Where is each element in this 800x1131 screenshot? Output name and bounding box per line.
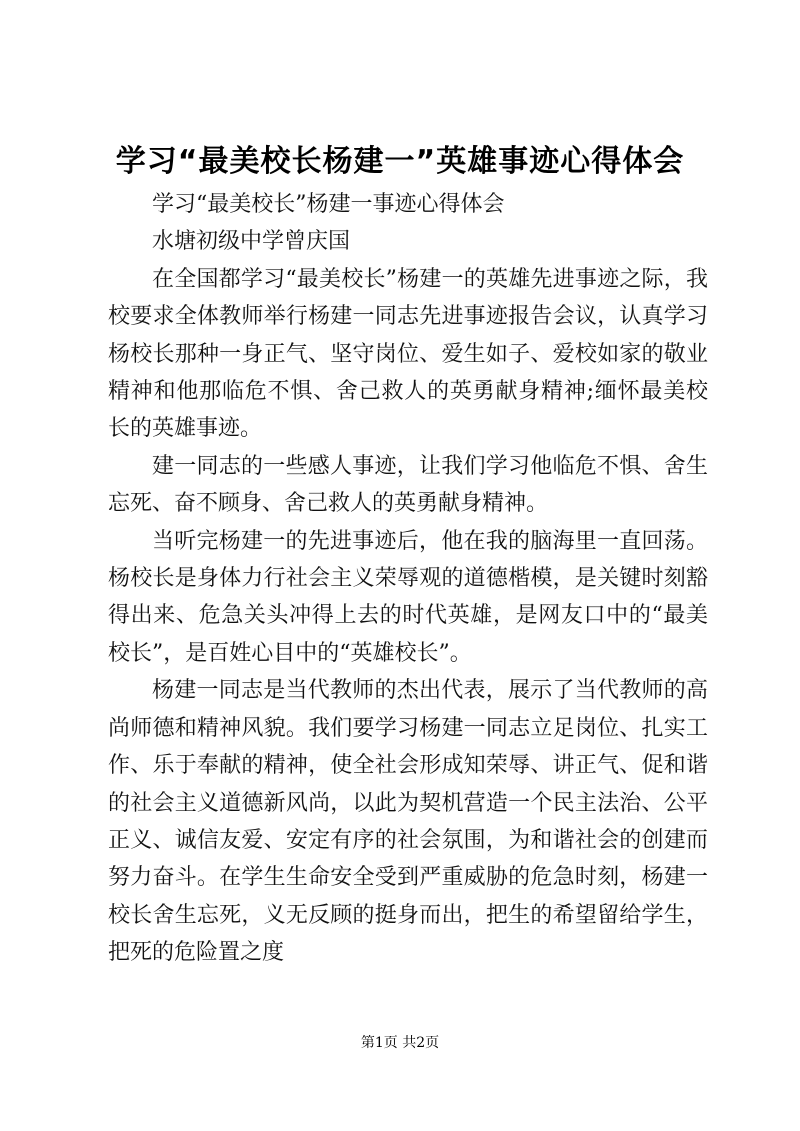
body-paragraph: 建一同志的一些感人事迹，让我们学习他临危不惧、舍生忘死、奋不顾身、舍己救人的英勇献身精神。 [108, 453, 708, 517]
body-paragraph: 杨建一同志是当代教师的杰出代表，展示了当代教师的高尚师德和精神风貌。我们要学习杨建一同志立足岗位、扎实工作、乐于奉献的精神，使全社会形成知荣辱、讲正气、促和谐的社会主义道德新风尚，以此为契机营造一个民主法治、公平正义、诚信友爱、安定有序的社会氛围，为和谐社会的创建而努力奋斗。在学生生命安全受到严重威胁的危急时刻，杨建一校长舍生忘死，义无反顾的挺身而出，把生的希望留给学生，把死的危险置之度 [108, 678, 708, 966]
document-body [108, 186, 708, 972]
page-footer: 第1页 共2页 [360, 1035, 440, 1051]
body-paragraph: 在全国都学习“最美校长”杨建一的英雄先进事迹之际，我校要求全体教师举行杨建一同志先进事迹报告会议，认真学习杨校长那种一身正气、坚守岗位、爱生如子、爱校如家的敬业精神和他那临危不惧、舍己救人的英勇献身精神;缅怀最美校长的英雄事迹。 [108, 266, 708, 442]
author-paragraph: 水塘初级中学曾庆国 [152, 229, 351, 255]
body-paragraph: 当听完杨建一的先进事迹后，他在我的脑海里一直回荡。杨校长是身体力行社会主义荣辱观的道德楷模，是关键时刻豁得出来、危急关头冲得上去的时代英雄，是网友口中的“最美校长”，是百姓心目中的“英雄校长”。 [108, 528, 708, 666]
subtitle-paragraph: 学习“最美校长”杨建一事迹心得体会 [152, 192, 505, 217]
document-title: 学习“最美校长杨建一”英雄事迹心得体会 [115, 144, 685, 179]
